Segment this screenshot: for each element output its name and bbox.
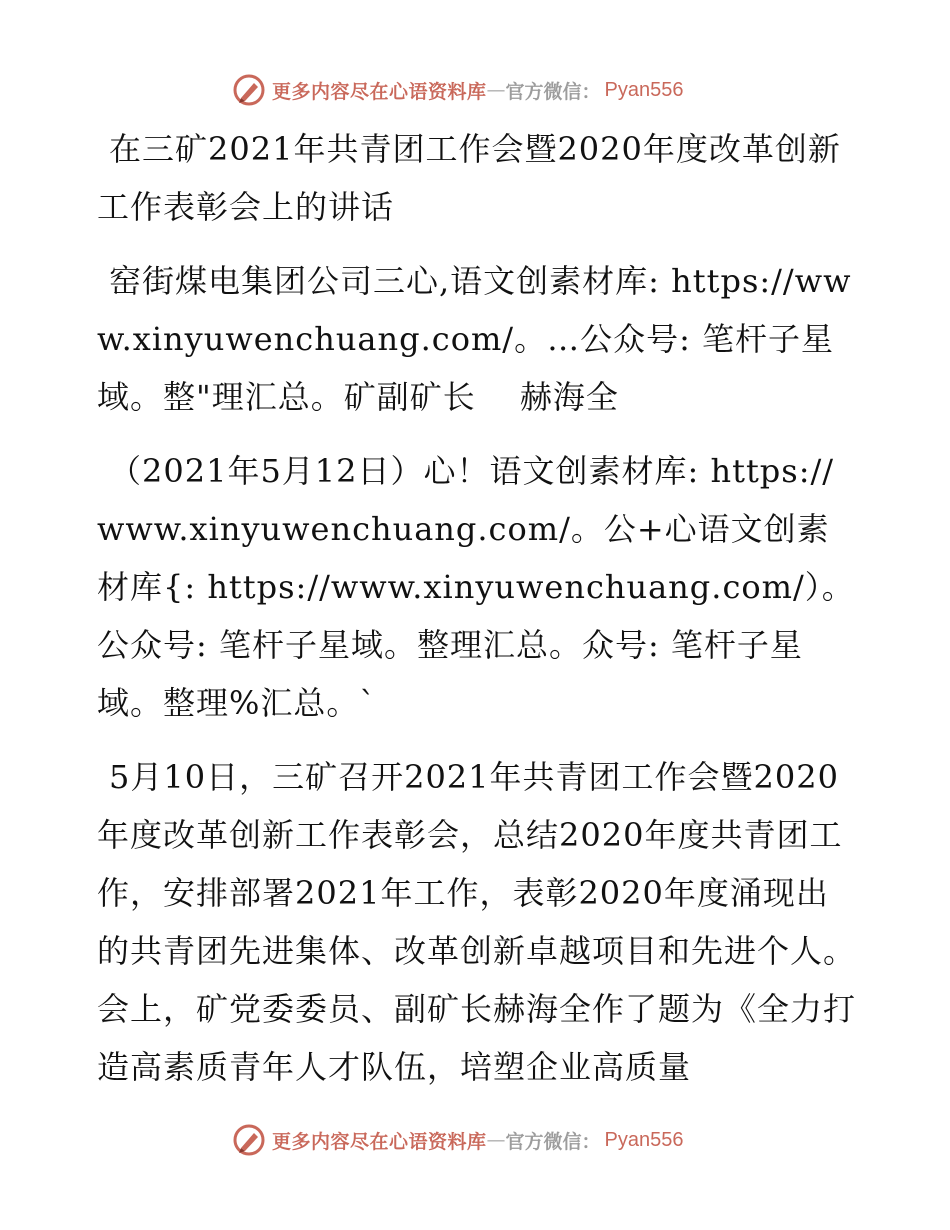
watermark-brand-text: 更多内容尽在心语资料库 — [272, 80, 487, 103]
watermark-brand-text: 更多内容尽在心语资料库 — [272, 1130, 487, 1153]
document-title: 在三矿2021年共青团工作会暨2020年度改革创新工作表彰会上的讲话 — [97, 130, 841, 226]
pen-logo-icon — [232, 73, 266, 107]
watermark-dash: — — [486, 1129, 506, 1151]
pen-logo-icon — [232, 1123, 266, 1157]
watermark-dash: — — [486, 79, 506, 101]
footer-watermark — [232, 1120, 684, 1160]
watermark-wechat-id: Pyan556 — [604, 1128, 684, 1151]
document-content — [97, 120, 857, 1096]
document-byline: 窑街煤电集团公司三心,语文创素材库: https://www.xinyuwenchuang.com/。…公众号: 笔杆子星域。整"理汇总。矿副矿长 赫海全 — [97, 262, 852, 416]
watermark-label: 官方微信： — [505, 80, 601, 103]
watermark-label: 官方微信： — [505, 1130, 601, 1153]
document-body-paragraph: 5月10日，三矿召开2021年共青团工作会暨2020年度改革创新工作表彰会，总结2020年度共青团工作，安排部署2021年工作，表彰2020年度涌现出的共青团先进集体、改革创新卓越项目和先进个人。会上，矿党委委员、副矿长赫海全作了题为《全力打造高素质青年人才队伍，培塑企业高质量 — [97, 758, 857, 1086]
header-watermark — [232, 70, 684, 110]
document-date-line: （2021年5月12日）心！语文创素材库: https://www.xinyuwenchuang.com/。公+心语文创素材库{: https://www.xinyuwenchuang.com/）。公众号: 笔杆子星域。整理汇总。众号: 笔杆子星域。整理%汇总。` — [97, 452, 855, 722]
watermark-wechat-id: Pyan556 — [604, 78, 684, 101]
